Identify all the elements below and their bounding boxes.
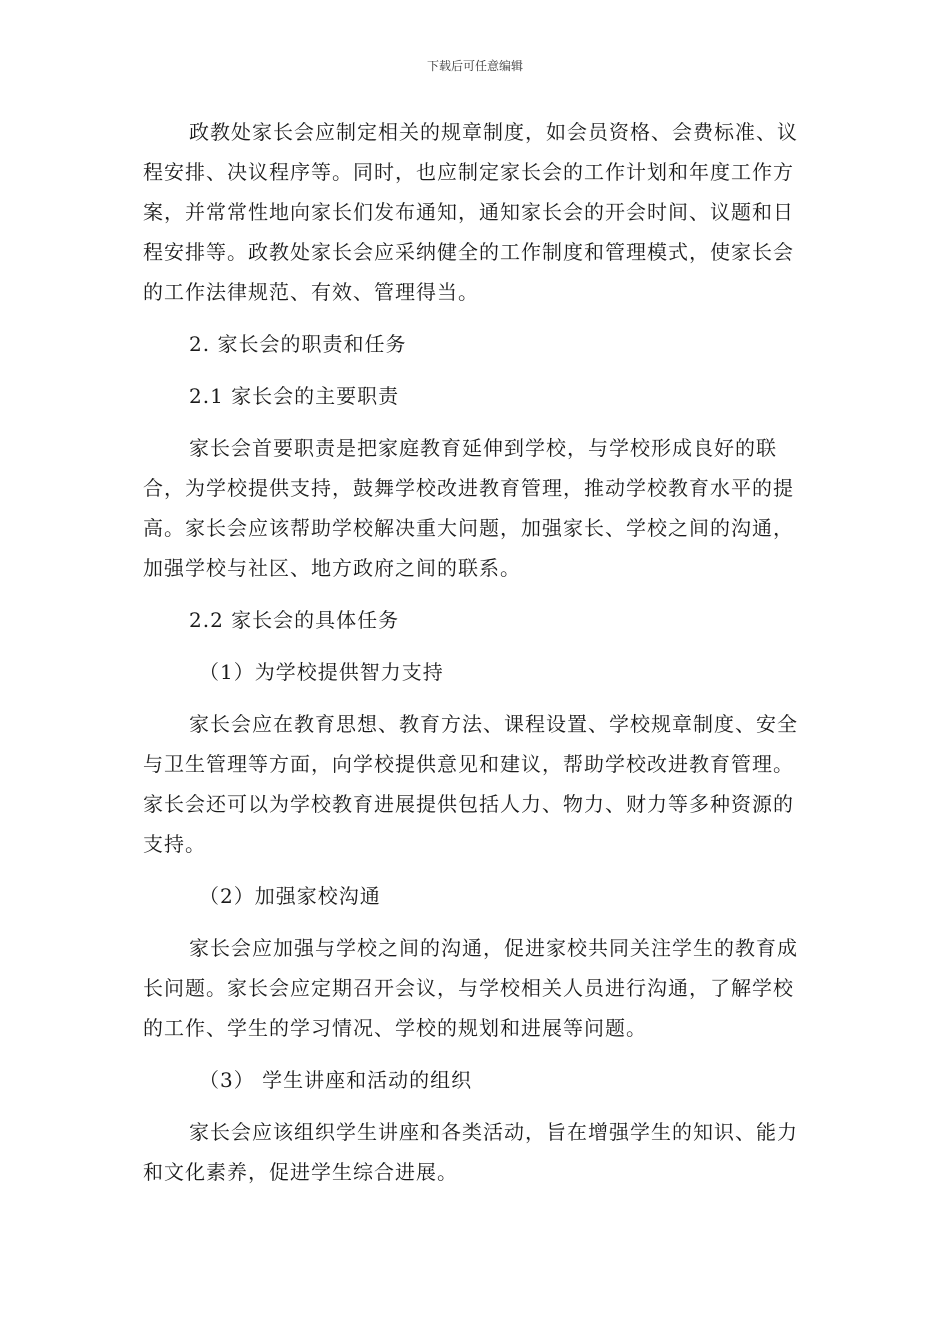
paragraph-activities: 家长会应该组织学生讲座和各类活动，旨在增强学生的知识、能力和文化素养，促进学生综合进展。	[143, 1120, 798, 1184]
download-note: 下载后可任意编辑	[426, 59, 523, 73]
subsection-heading-2-2: 2.2 家长会的具体任务	[189, 608, 400, 632]
item-heading-2: （2）加强家校沟通	[199, 884, 381, 908]
item-heading-3: （3） 学生讲座和活动的组织	[199, 1068, 473, 1092]
paragraph-intellectual-support: 家长会应在教育思想、教育方法、课程设置、学校规章制度、安全与卫生管理等方面，向学校提供意见和建议，帮助学校改进教育管理。家长会还可以为学校教育进展提供包括人力、物力、财力等多种资源的支持。	[143, 712, 798, 856]
document-body	[143, 112, 807, 1204]
section-heading-2: 2. 家长会的职责和任务	[189, 332, 407, 356]
paragraph-rules: 政教处家长会应制定相关的规章制度，如会员资格、会费标准、议程安排、决议程序等。同时，也应制定家长会的工作计划和年度工作方案，并常常性地向家长们发布通知，通知家长会的开会时间、议题和日程安排等。政教处家长会应采纳健全的工作制度和管理模式，使家长会的工作法律规范、有效、管理得当。	[143, 120, 798, 304]
subsection-heading-2-1: 2.1 家长会的主要职责	[189, 384, 400, 408]
item-heading-1: （1）为学校提供智力支持	[199, 660, 444, 684]
paragraph-main-duties: 家长会首要职责是把家庭教育延伸到学校，与学校形成良好的联合，为学校提供支持，鼓舞学校改进教育管理，推动学校教育水平的提高。家长会应该帮助学校解决重大问题，加强家长、学校之间的沟通，加强学校与社区、地方政府之间的联系。	[143, 436, 794, 580]
paragraph-communication: 家长会应加强与学校之间的沟通，促进家校共同关注学生的教育成长问题。家长会应定期召开会议，与学校相关人员进行沟通，了解学校的工作、学生的学习情况、学校的规划和进展等问题。	[143, 936, 798, 1040]
